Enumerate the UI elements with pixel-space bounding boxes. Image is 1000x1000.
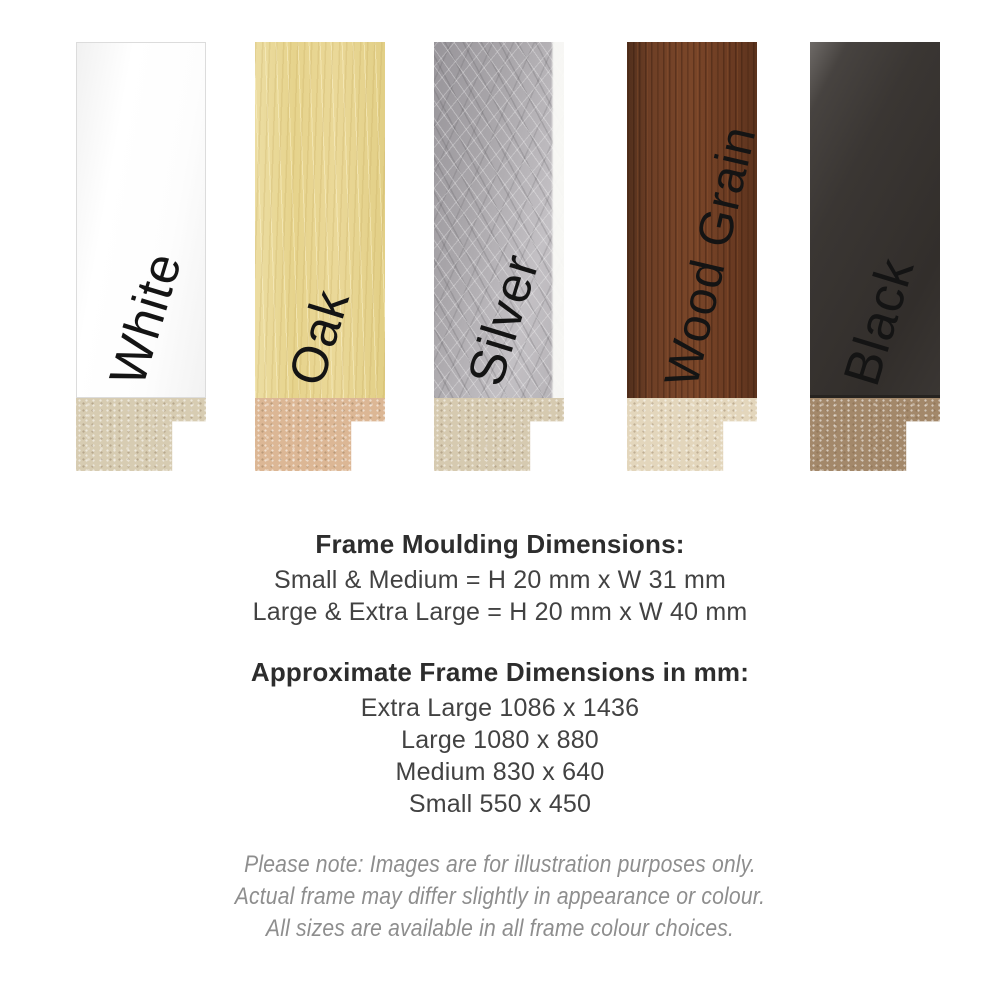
frame-wood-base <box>76 398 206 471</box>
frame-sample-label: Black <box>832 251 925 392</box>
frame-dimensions-line: Large 1080 x 880 <box>401 726 599 754</box>
frame-dimensions-line: Extra Large 1086 x 1436 <box>360 694 640 722</box>
frame-sample-white <box>76 42 206 471</box>
disclaimer-line: Actual frame may differ slightly in appearance or colour. <box>234 883 766 910</box>
frame-wood-base <box>627 398 757 471</box>
frame-dimensions-section <box>0 657 1000 820</box>
frame-wood-base <box>255 398 385 471</box>
frame-wood-base <box>434 398 564 471</box>
disclaimer-line: All sizes are available in all frame colour choices. <box>265 915 735 942</box>
frame-dimensions-title: Approximate Frame Dimensions in mm: <box>250 657 750 687</box>
frame-dimensions-line: Medium 830 x 640 <box>395 758 605 786</box>
frame-sample-label: Oak <box>277 282 361 392</box>
moulding-dimensions-title: Frame Moulding Dimensions: <box>315 529 685 559</box>
moulding-dimensions-line: Small & Medium = H 20 mm x W 31 mm <box>273 566 727 594</box>
disclaimer-line: Please note: Images are for illustration purposes only. <box>244 851 756 878</box>
moulding-dimensions-section <box>0 529 1000 628</box>
frame-sample-black <box>810 42 940 471</box>
frame-wood-base <box>810 398 940 471</box>
disclaimer-note-section <box>0 849 1000 945</box>
frame-sample-label: Silver <box>456 247 551 392</box>
frame-sample-silver <box>434 42 564 471</box>
moulding-dimensions-line: Large & Extra Large = H 20 mm x W 40 mm <box>252 598 748 626</box>
frame-dimensions-line: Small 550 x 450 <box>408 790 592 818</box>
frame-sample-label: Wood Grain <box>655 121 767 392</box>
frame-sample-oak <box>255 42 385 471</box>
frame-sample-label: White <box>98 245 193 392</box>
frame-sample-wood-grain <box>627 42 767 471</box>
